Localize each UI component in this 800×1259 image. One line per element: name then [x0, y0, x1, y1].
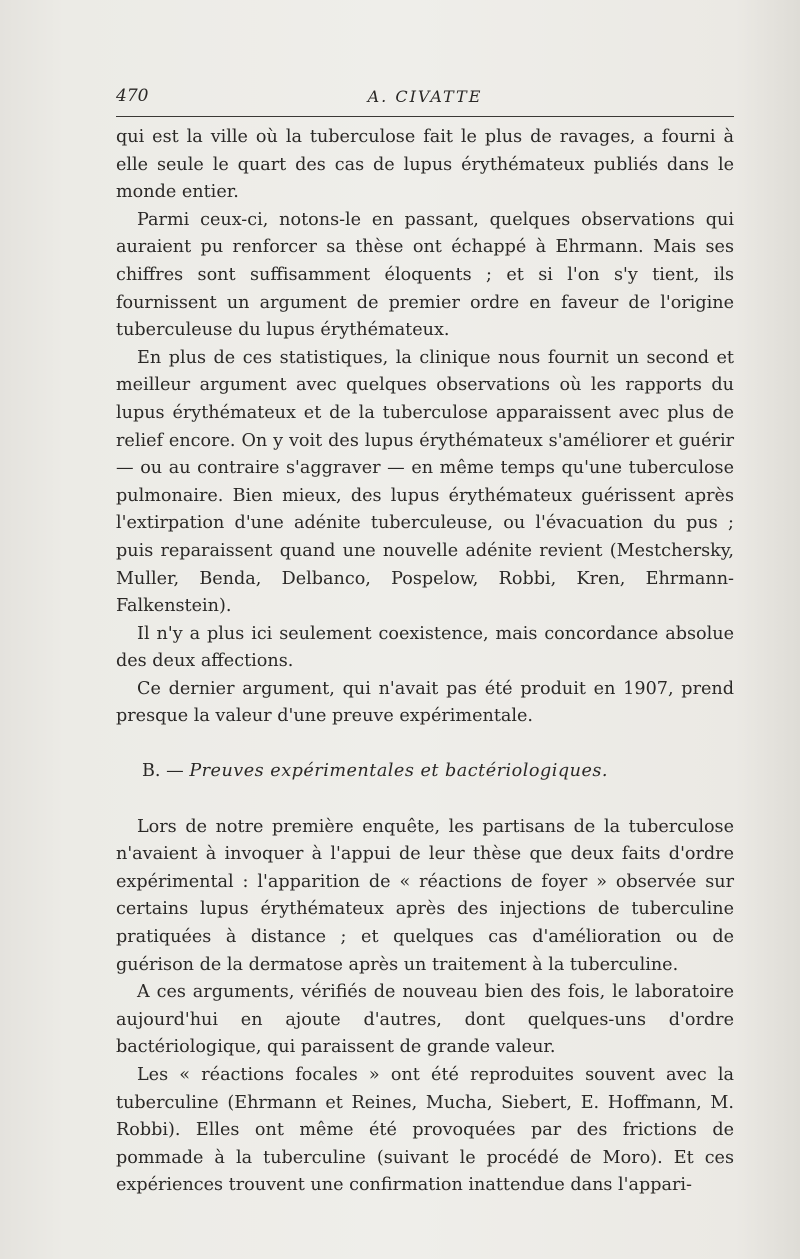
paragraph: Ce dernier argument, qui n'avait pas été produit en 1907, prend presque la valeur d'une preuve expérimentale. [116, 678, 734, 727]
body-text [116, 124, 734, 1200]
page-number: 470 [116, 86, 149, 106]
running-header [116, 86, 734, 110]
section-heading [116, 758, 734, 786]
paragraph: A ces arguments, vérifiés de nouveau bien des fois, le laboratoire aujourd'hui en ajoute d'autres, dont quelques-uns d'ordre bactériologique, qui paraissent de grande valeur. [116, 982, 734, 1058]
paragraph: qui est la ville où la tuberculose fait le plus de ravages, a fourni à elle seule le quart des cas de lupus érythémateux publiés dans le monde entier. [116, 127, 734, 203]
section-title: Preuves expérimentales et bactériologiques. [189, 761, 608, 782]
section-label: B. — [142, 761, 184, 782]
paragraph: Parmi ceux-ci, notons-le en passant, quelques observations qui auraient pu renforcer sa thèse ont échappé à Ehrmann. Mais ses chiffres sont suffisamment éloquents ; et si l'on s'y tient, ils fournissent un argument de premier ordre en faveur de l'origine tuberculeuse du lupus érythémateux. [116, 209, 734, 341]
running-title: A. CIVATTE [367, 87, 483, 106]
paragraph: En plus de ces statistiques, la clinique nous fournit un second et meilleur argument avec quelques observations où les rapports du lupus érythémateux et de la tuberculose apparaissent avec plus de relief encore. On y voit des lupus érythémateux s'améliorer et guérir — ou au contraire s'aggraver — en même temps qu'une tuberculose pulmonaire. Bien mieux, des lupus érythémateux guérissent après l'extirpation d'une adénite tuberculeuse, ou l'évacuation du pus ; puis reparaissent quand une nouvelle adénite revient (Mestchersky, Muller, Benda, Delbanco, Pospelow, Robbi, Kren, Ehrmann-Falkenstein). [116, 347, 734, 617]
paragraph: Lors de notre première enquête, les partisans de la tuberculose n'avaient à invoquer à l'appui de leur thèse que deux faits d'ordre expérimental : l'apparition de « réactions de foyer » observée sur certains lupus érythémateux après des injections de tuberculine pratiquées à distance ; et quelques cas d'amélioration ou de guérison de la dermatose après un traitement à la tuberculine. [116, 816, 734, 975]
paragraph: Il n'y a plus ici seulement coexistence, mais concordance absolue des deux affections. [116, 623, 734, 672]
paragraph: Les « réactions focales » ont été reproduites souvent avec la tuberculine (Ehrmann et Reines, Mucha, Siebert, E. Hoffmann, M. Robbi). Elles ont même été provoquées par des frictions de pommade à la tuberculine (suivant le procédé de Moro). Et ces expériences trouvent une confirmation inattendue dans l'appari- [116, 1065, 734, 1196]
header-rule [116, 116, 734, 117]
